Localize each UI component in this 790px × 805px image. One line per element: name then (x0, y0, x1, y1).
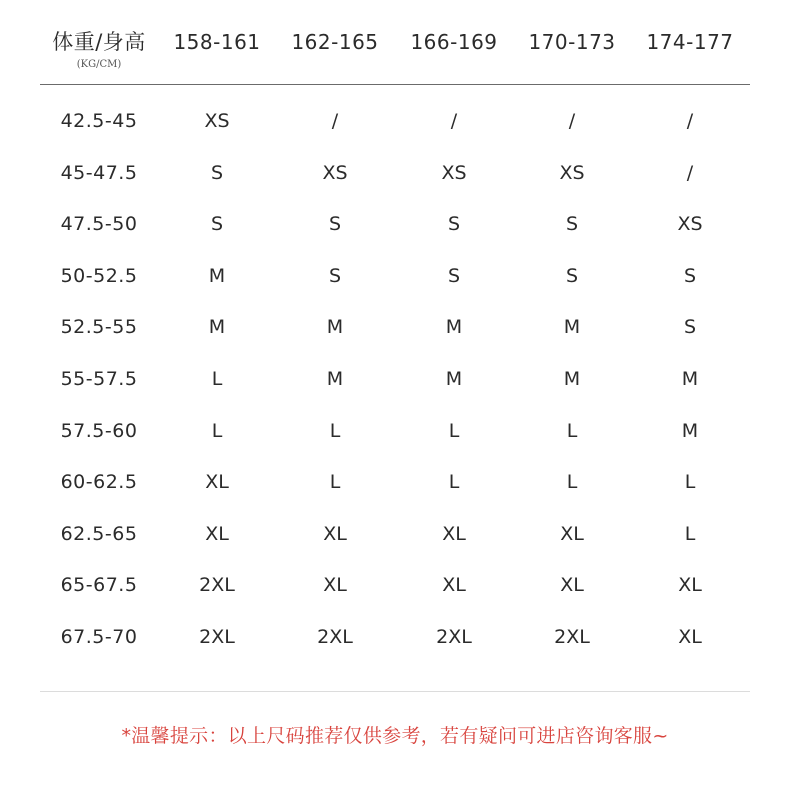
size-cell: M (445, 367, 463, 390)
size-cell: L (684, 471, 696, 494)
size-cell: / (450, 110, 458, 132)
size-cell: L (211, 367, 223, 390)
size-cell: M (681, 367, 699, 390)
weight-cell: 57.5-60 (60, 419, 138, 442)
size-cell: XL (678, 625, 702, 648)
size-cell: XL (205, 522, 229, 545)
size-cell: S (210, 161, 224, 184)
table-row (40, 560, 750, 612)
size-cell: S (683, 264, 697, 287)
table-row (40, 199, 750, 251)
size-cell: S (447, 213, 461, 236)
height-header: 162-165 (291, 30, 379, 54)
size-cell: S (565, 213, 579, 236)
height-header: 158-161 (173, 30, 261, 54)
size-cell: 2XL (554, 625, 590, 648)
size-cell: M (681, 419, 699, 442)
size-cell: M (326, 367, 344, 390)
unit-label: (KG/CM) (76, 59, 122, 70)
header-row (40, 22, 750, 82)
size-cell: XL (323, 522, 347, 545)
corner-header (40, 22, 158, 70)
size-cell: 2XL (436, 625, 472, 648)
weight-cell: 65-67.5 (60, 574, 138, 597)
size-cell: / (686, 161, 694, 184)
weight-cell: 60-62.5 (60, 471, 138, 494)
size-cell: L (329, 419, 341, 442)
weight-cell: 50-52.5 (60, 264, 138, 287)
size-cell: XL (560, 522, 584, 545)
weight-cell: 67.5-70 (60, 625, 138, 648)
size-cell: S (447, 264, 461, 287)
weight-cell: 47.5-50 (60, 213, 138, 236)
size-cell: M (208, 264, 226, 287)
weight-cell: 42.5-45 (60, 110, 138, 132)
size-cell: L (448, 471, 460, 494)
size-cell: S (565, 264, 579, 287)
size-cell: XL (678, 574, 702, 597)
size-cell: 2XL (317, 625, 353, 648)
height-header: 170-173 (528, 30, 616, 54)
table-row (40, 406, 750, 458)
size-cell: M (563, 367, 581, 390)
size-cell: XS (677, 213, 703, 236)
table-row (40, 251, 750, 303)
size-cell: XL (205, 471, 229, 494)
size-cell: L (684, 522, 696, 545)
size-cell: L (448, 419, 460, 442)
size-cell: L (329, 471, 341, 494)
corner-title: 体重/身高 (52, 30, 146, 54)
size-cell: S (328, 264, 342, 287)
table-row (40, 612, 750, 664)
table-row (40, 302, 750, 354)
size-cell: L (566, 471, 578, 494)
size-cell: L (566, 419, 578, 442)
size-cell: XS (322, 161, 348, 184)
size-cell: / (331, 110, 339, 132)
tip-note: *温馨提示：以上尺码推荐仅供参考，若有疑问可进店咨询客服~ (121, 725, 669, 747)
size-cell: M (326, 316, 344, 339)
size-cell: XS (559, 161, 585, 184)
weight-cell: 52.5-55 (60, 316, 138, 339)
table-row (40, 148, 750, 200)
size-cell: / (568, 110, 576, 132)
size-cell: XL (442, 574, 466, 597)
weight-cell: 45-47.5 (60, 161, 138, 184)
size-cell: S (683, 316, 697, 339)
table-row (40, 96, 750, 148)
size-cell: L (211, 419, 223, 442)
size-cell: 2XL (199, 574, 235, 597)
weight-cell: 55-57.5 (60, 367, 138, 390)
header-divider (40, 84, 750, 85)
size-cell: 2XL (199, 625, 235, 648)
size-cell: M (445, 316, 463, 339)
size-cell: M (208, 316, 226, 339)
size-cell: / (686, 110, 694, 132)
size-cell: S (328, 213, 342, 236)
size-cell: XL (560, 574, 584, 597)
footer-divider (40, 691, 750, 692)
table-row (40, 354, 750, 406)
size-cell: XL (323, 574, 347, 597)
size-cell: XL (442, 522, 466, 545)
size-cell: XS (204, 110, 230, 132)
height-header: 166-169 (410, 30, 498, 54)
size-cell: XS (441, 161, 467, 184)
table-row (40, 509, 750, 561)
height-header: 174-177 (646, 30, 734, 54)
size-cell: S (210, 213, 224, 236)
table-body (40, 96, 750, 664)
size-cell: M (563, 316, 581, 339)
table-row (40, 457, 750, 509)
weight-cell: 62.5-65 (60, 522, 138, 545)
